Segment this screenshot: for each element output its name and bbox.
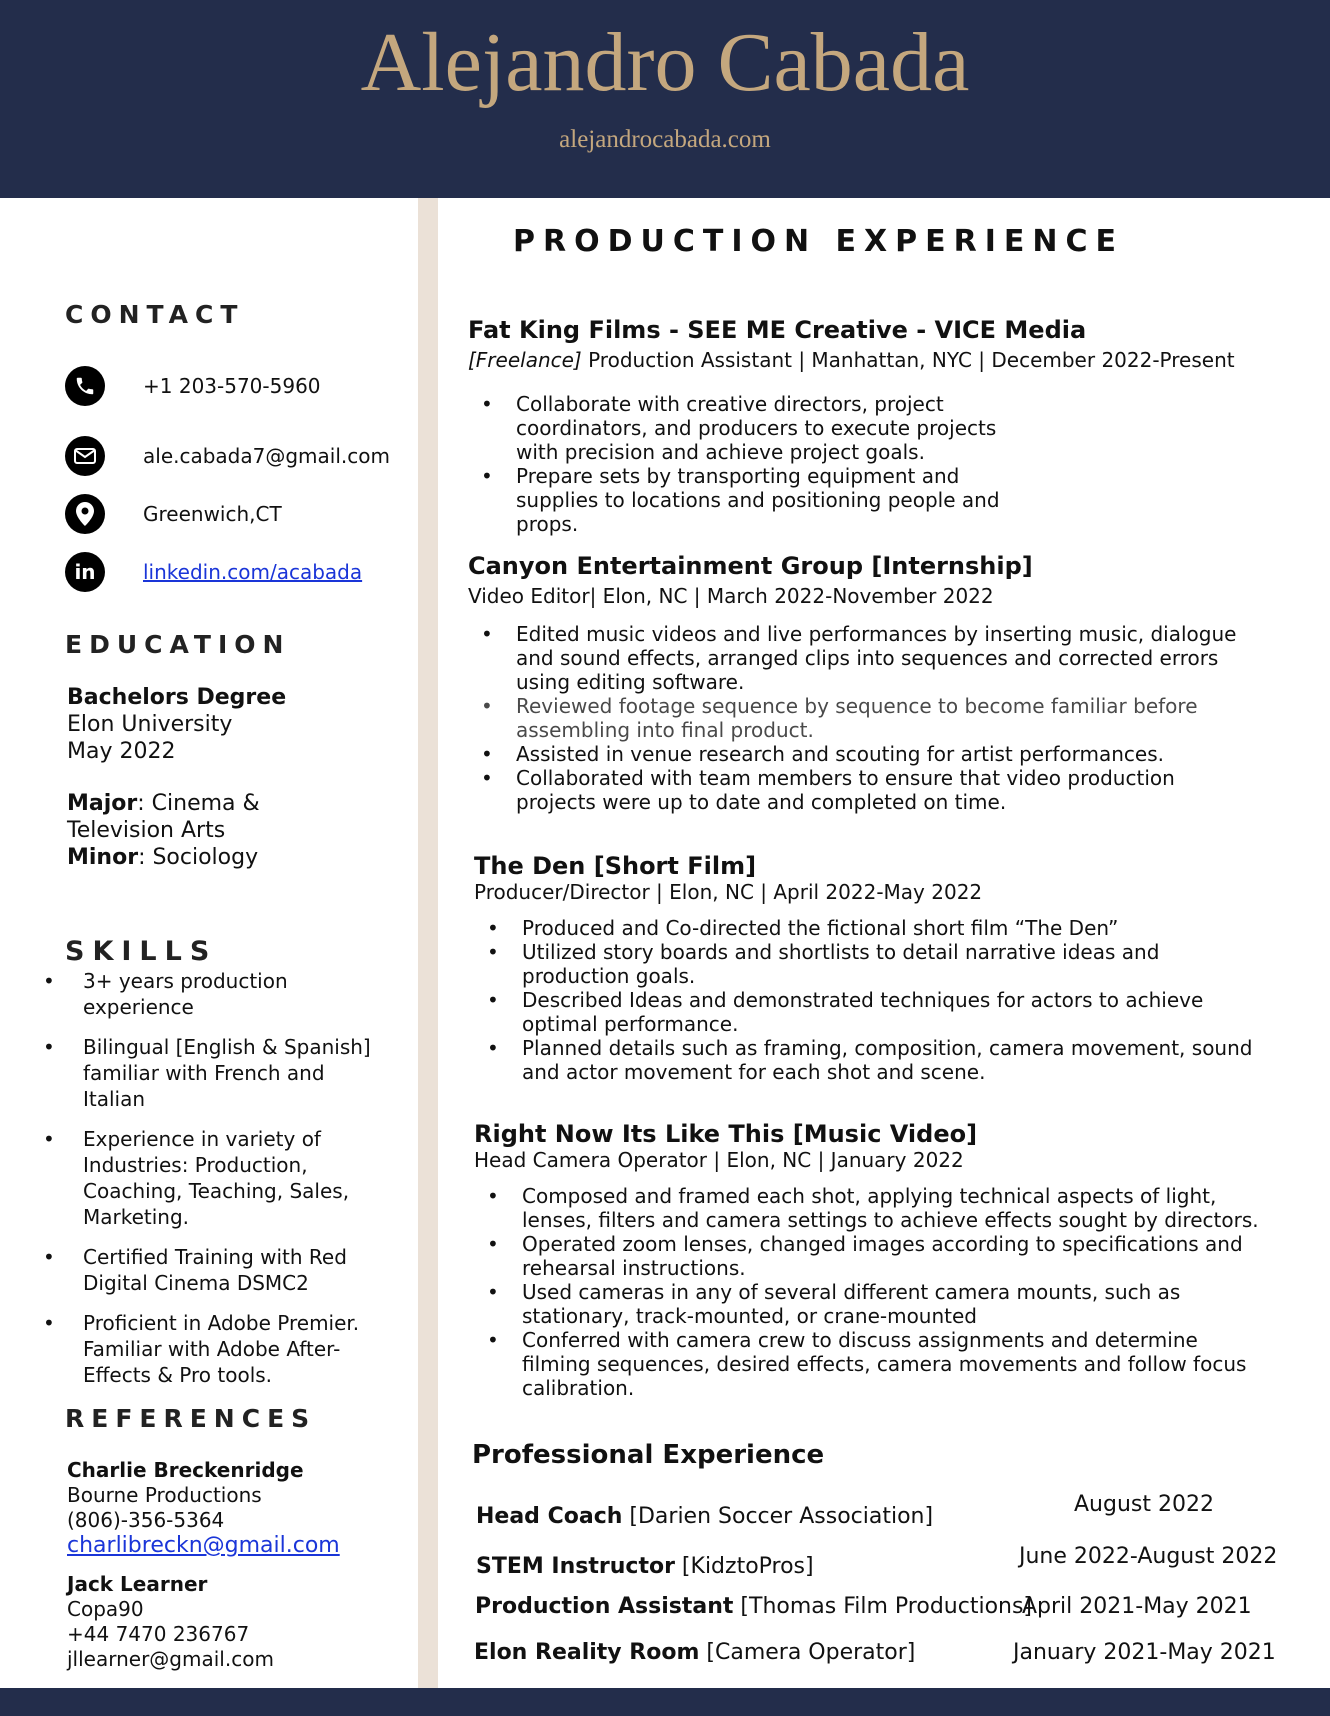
reference-phone: (806)-356-5364 xyxy=(67,1508,225,1532)
skill-item: • Bilingual [English & Spanish] familiar with French and Italian xyxy=(40,1034,380,1112)
job-the-den xyxy=(474,852,1274,1084)
professional-row: STEM Instructor [KidztoPros] xyxy=(476,1554,814,1579)
contact-email xyxy=(65,436,390,476)
contact-phone xyxy=(65,366,321,406)
professional-row: Elon Reality Room [Camera Operator] xyxy=(474,1640,916,1665)
bullet: • Operated zoom lenses, changed images according to specifications and rehearsal instructions. xyxy=(474,1232,1264,1280)
professional-date: August 2022 xyxy=(1074,1492,1214,1517)
job-title: The Den [Short Film] xyxy=(474,852,757,880)
reference-org: Copa90 xyxy=(67,1597,144,1621)
job-title: Right Now Its Like This [Music Video] xyxy=(474,1120,978,1148)
bullet: • Collaborated with team members to ensure that video production projects were up to date and completed on time. xyxy=(468,766,1248,814)
bullet: • Used cameras in any of several different camera mounts, such as stationary, track-mounted, or crane-mounted xyxy=(474,1280,1264,1328)
header-banner xyxy=(0,0,1330,198)
skill-item: • Experience in variety of Industries: Production, Coaching, Teaching, Sales, Marketing. xyxy=(40,1126,380,1230)
location: Greenwich,CT xyxy=(143,502,282,526)
skills-list xyxy=(40,968,380,1402)
school: Elon University xyxy=(67,712,233,737)
bullet: • Described Ideas and demonstrated techniques for actors to achieve optimal performance. xyxy=(474,988,1254,1036)
job-subtitle: Head Camera Operator | Elon, NC | January 2022 xyxy=(474,1148,964,1172)
skill-item: • Proficient in Adobe Premier. Familiar with Adobe After-Effects & Pro tools. xyxy=(40,1310,380,1388)
bullet: • Prepare sets by transporting equipment and supplies to locations and positioning people and props. xyxy=(468,464,1008,536)
reference-org: Bourne Productions xyxy=(67,1483,262,1507)
footer-bar xyxy=(0,1688,1330,1716)
skill-item: • 3+ years production experience xyxy=(40,968,380,1020)
job-bullets xyxy=(468,392,1008,536)
degree: Bachelors Degree xyxy=(67,685,287,710)
bullet: • Planned details such as framing, composition, camera movement, sound and actor movement for each shot and scene. xyxy=(474,1036,1254,1084)
bullet: • Collaborate with creative directors, project coordinators, and producers to execute projects with precision and achieve project goals. xyxy=(468,392,1008,464)
reference-phone: +44 7470 236767 xyxy=(67,1622,250,1646)
job-subtitle: Producer/Director | Elon, NC | April 2022-May 2022 xyxy=(474,880,983,904)
job-bullets xyxy=(474,1184,1264,1400)
graduation-date: May 2022 xyxy=(67,739,176,764)
education-heading: EDUCATION xyxy=(65,630,291,659)
bullet: • Utilized story boards and shortlists to detail narrative ideas and production goals. xyxy=(474,940,1254,988)
major-continued: Television Arts xyxy=(67,818,226,843)
job-fat-king-films xyxy=(468,316,1268,536)
contact-location xyxy=(65,494,282,534)
professional-date: January 2021-May 2021 xyxy=(1013,1640,1276,1665)
bullet: • Reviewed footage sequence by sequence to become familiar before assembling into final product. xyxy=(468,694,1248,742)
professional-row: Head Coach [Darien Soccer Association] xyxy=(476,1504,934,1529)
contact-heading: CONTACT xyxy=(65,300,245,329)
linkedin-link[interactable]: linkedin.com/acabada xyxy=(143,560,363,584)
website-link[interactable]: alejandrocabada.com xyxy=(559,126,771,153)
skill-item: • Certified Training with Red Digital Cinema DSMC2 xyxy=(40,1244,380,1296)
contact-linkedin xyxy=(65,552,363,592)
minor: Minor: Sociology xyxy=(67,845,259,870)
job-bullets xyxy=(474,916,1254,1084)
major: Major: Cinema & xyxy=(67,791,260,816)
bullet: • Produced and Co-directed the fictional short film “The Den” xyxy=(474,916,1254,940)
professional-date: April 2021-May 2021 xyxy=(1022,1594,1252,1619)
reference-1 xyxy=(67,1458,340,1558)
phone-number: +1 203-570-5960 xyxy=(143,374,321,398)
reference-email[interactable]: charlibreckn@gmail.com xyxy=(67,1533,340,1558)
reference-name: Charlie Breckenridge xyxy=(67,1458,304,1482)
job-title: Fat King Films - SEE ME Creative - VICE Media xyxy=(468,316,1087,344)
phone-icon xyxy=(65,366,105,406)
professional-heading: Professional Experience xyxy=(472,1440,825,1470)
email-address[interactable]: ale.cabada7@gmail.com xyxy=(143,444,390,468)
references-heading: REFERENCES xyxy=(65,1404,317,1433)
skills-heading: SKILLS xyxy=(65,936,218,967)
professional-date: June 2022-August 2022 xyxy=(1019,1544,1278,1569)
education-details xyxy=(67,684,286,871)
bullet: • Composed and framed each shot, applying technical aspects of light, lenses, filters and camera settings to achieve effects sought by directors. xyxy=(474,1184,1264,1232)
job-subtitle: [Freelance] Production Assistant | Manhattan, NYC | December 2022-Present xyxy=(468,348,1235,372)
reference-2 xyxy=(67,1572,274,1672)
job-title: Canyon Entertainment Group [Internship] xyxy=(468,552,1033,580)
envelope-icon xyxy=(65,436,105,476)
job-canyon-entertainment xyxy=(468,552,1268,814)
job-music-video xyxy=(474,1120,1274,1400)
production-heading: PRODUCTION EXPERIENCE xyxy=(513,224,1125,259)
job-subtitle: Video Editor| Elon, NC | March 2022-November 2022 xyxy=(468,584,994,608)
professional-row: Production Assistant [Thomas Film Productions] xyxy=(475,1594,1033,1619)
candidate-name: Alejandro Cabada xyxy=(360,16,970,109)
column-divider xyxy=(418,198,438,1688)
reference-email: jllearner@gmail.com xyxy=(67,1647,274,1671)
bullet: • Edited music videos and live performances by inserting music, dialogue and sound effects, arranged clips into sequences and corrected errors using editing software. xyxy=(468,622,1248,694)
reference-name: Jack Learner xyxy=(67,1572,208,1596)
linkedin-icon: in xyxy=(65,552,105,592)
bullet: • Assisted in venue research and scouting for artist performances. xyxy=(468,742,1248,766)
location-pin-icon xyxy=(65,494,105,534)
job-bullets xyxy=(468,622,1248,814)
bullet: • Conferred with camera crew to discuss assignments and determine filming sequences, desired effects, camera movements and follow focus calibration. xyxy=(474,1328,1264,1400)
